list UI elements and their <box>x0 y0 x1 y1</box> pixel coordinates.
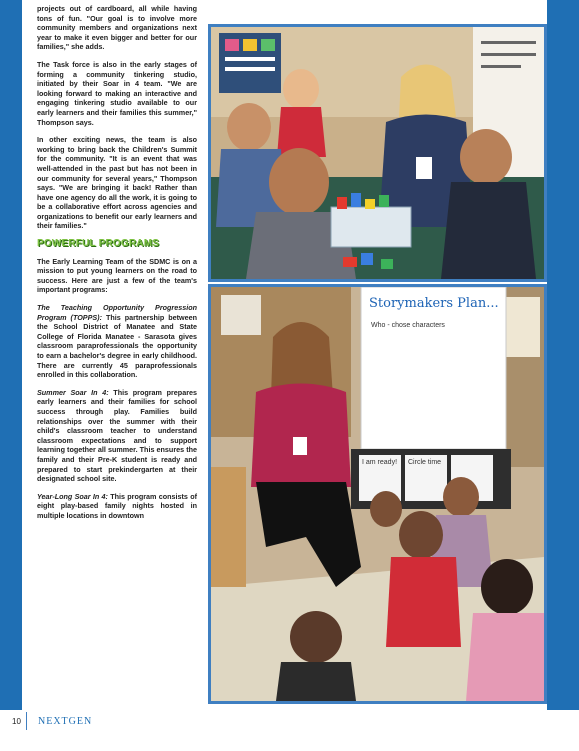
photo-classroom-table <box>208 24 547 282</box>
photo-classroom-table-image <box>211 27 544 279</box>
program-summer-title: Summer Soar In 4: <box>37 387 109 397</box>
magazine-brand: NEXTGEN <box>38 716 93 727</box>
section-heading: POWERFUL PROGRAMS <box>37 238 160 250</box>
storymakers-chart-title: Storymakers Plan... <box>369 296 499 311</box>
footer-divider <box>26 712 27 730</box>
page-number: 10 <box>12 717 21 726</box>
magazine-page <box>22 0 547 710</box>
article-paragraph-2: The Task force is also in the early stages of forming a community tinkering studio, initiated by their Soar in 4 team. "We are looking forward to making an interactive and engaging tinkering studio available to our early learners and their families this summer," Thompson says. <box>37 59 197 127</box>
poster-circle: Circle time <box>408 459 442 466</box>
article-paragraph-3: In other exciting news, the team is also working to bring back the Children's Summit for the community. "It is an event that was well-attended in the past but has not been in our community for several years," Thompson says. "We are bringing it back! Rather than have one agency do all the work, it is going to be a collaborative effort across agencies and organizations to benefit our early learners and their families." <box>37 135 197 231</box>
storymakers-chart-line: Who - chose characters <box>371 322 445 329</box>
program-topps-body: This partnership between the School District of Manatee and State College of Florida Manatee - Sarasota gives classroom paraprofessionals the opportunity to earn a bachelor's degree in early childhood. There are currently 45 paraprofessionals enrolled in this collaboration. <box>37 312 198 380</box>
program-summer-body: This program prepares early learners and their families for school success through play. Families build relationships over the summer with their child's classroom teacher to understand classroom expectations and to support learning together all summer. This ensures the family and their Pre-K student is ready and prepared to start prekindergarten at their designated school site. <box>37 387 197 484</box>
program-summer <box>37 388 197 484</box>
program-yearlong-title: Year-Long Soar In 4: <box>37 491 108 501</box>
article-paragraph-4: The Early Learning Team of the SDMC is on a mission to put young learners on the road to success. Here are just a few of the team's important programs: <box>37 256 197 295</box>
photo-storymakers <box>208 284 547 704</box>
program-yearlong-body: This program consists of eight play-based family nights hosted in multiple locations in downtown <box>37 491 197 520</box>
photo-storymakers-image <box>211 287 544 701</box>
program-yearlong <box>37 492 197 521</box>
program-topps-title: The Teaching Opportunity Progression Program (TOPPS): <box>37 303 197 322</box>
article-column <box>37 4 197 529</box>
poster-ready: I am ready! <box>362 459 398 466</box>
article-paragraph-1: projects out of cardboard, all while having tons of fun. "Our goal is to involve more community members and organizations next year to make it even bigger and better for our families," she adds. <box>37 4 197 52</box>
program-topps <box>37 303 197 380</box>
